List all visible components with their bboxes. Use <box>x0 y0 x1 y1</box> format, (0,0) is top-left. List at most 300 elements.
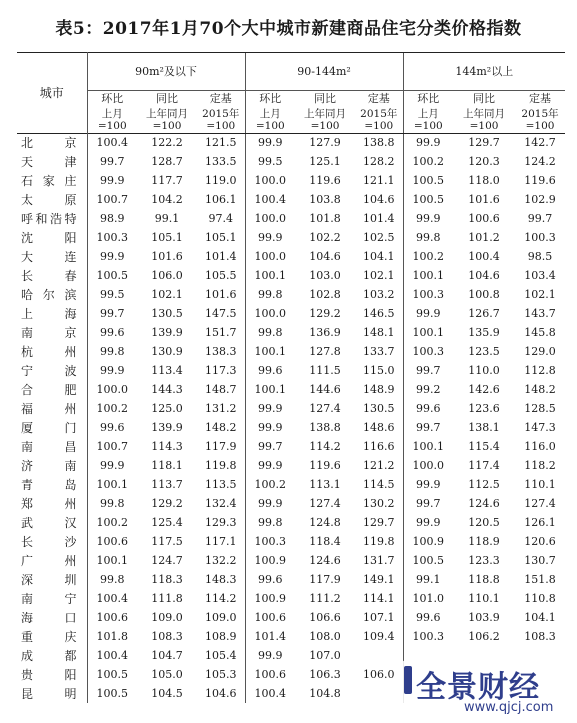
city-name: 宁波 <box>17 361 87 380</box>
index-value: 99.9 <box>403 475 453 494</box>
index-value: 100.0 <box>87 380 137 399</box>
city-name: 长沙 <box>17 532 87 551</box>
city-name: 厦门 <box>17 418 87 437</box>
index-value: 121.2 <box>363 459 395 472</box>
sub-header-row <box>17 91 565 107</box>
unit-header-4: 上年同月 =100 <box>295 107 355 134</box>
index-value: 103.8 <box>309 193 341 206</box>
city-name: 贵阳 <box>17 665 87 684</box>
index-value: 129.2 <box>151 497 183 510</box>
index-value: 113.1 <box>309 478 341 491</box>
index-value: 100.6 <box>245 665 295 684</box>
index-value: 130.7 <box>524 554 556 567</box>
index-value: 100.9 <box>245 551 295 570</box>
city-name: 郑州 <box>17 494 87 513</box>
index-value: 123.3 <box>468 554 500 567</box>
index-value: 102.8 <box>309 288 341 301</box>
index-value: 104.6 <box>468 269 500 282</box>
table-row <box>17 589 565 608</box>
index-value: 130.5 <box>363 402 395 415</box>
index-value: 99.9 <box>245 228 295 247</box>
index-value: 143.7 <box>524 307 556 320</box>
index-value: 100.6 <box>87 608 137 627</box>
price-index-table <box>17 52 565 703</box>
index-value: 151.8 <box>524 573 556 586</box>
index-value: 148.9 <box>363 383 395 396</box>
unit-header-5: 2015年 =100 <box>355 107 403 134</box>
index-value: 99.7 <box>403 494 453 513</box>
index-value: 100.5 <box>87 684 137 703</box>
table-row <box>17 475 565 494</box>
index-value: 99.9 <box>87 361 137 380</box>
index-value: 148.2 <box>524 383 556 396</box>
city-name: 广州 <box>17 551 87 570</box>
index-value: 100.3 <box>524 231 556 244</box>
index-value: 100.4 <box>245 190 295 209</box>
index-value: 100.6 <box>468 212 500 225</box>
index-value: 98.5 <box>527 250 553 263</box>
unit-header-6: 上月 =100 <box>403 107 453 134</box>
index-value: 104.1 <box>524 611 556 624</box>
index-value: 117.4 <box>468 459 500 472</box>
index-value: 114.2 <box>205 592 237 605</box>
index-value <box>355 684 403 703</box>
index-value: 110.8 <box>524 592 556 605</box>
index-value: 99.7 <box>527 212 553 225</box>
index-value: 129.7 <box>468 136 500 150</box>
index-value: 99.5 <box>245 152 295 171</box>
index-value: 124.6 <box>309 554 341 567</box>
index-value: 97.4 <box>208 212 234 225</box>
index-value: 109.0 <box>205 611 237 624</box>
index-value: 115.0 <box>363 364 395 377</box>
table-row <box>17 247 565 266</box>
table-row <box>17 228 565 247</box>
index-value: 105.5 <box>205 269 237 282</box>
index-value: 116.0 <box>524 440 556 453</box>
index-value: 115.4 <box>468 440 500 453</box>
index-value: 101.0 <box>403 589 453 608</box>
index-value: 112.8 <box>524 364 556 377</box>
sub-header-8: 定基 <box>529 91 552 105</box>
index-value: 103.0 <box>309 269 341 282</box>
sub-header-0: 环比 <box>87 91 137 107</box>
index-value: 100.0 <box>245 304 295 323</box>
index-value: 148.3 <box>205 573 237 586</box>
index-value: 100.9 <box>245 589 295 608</box>
sub-header-6: 环比 <box>403 91 453 107</box>
index-value: 121.1 <box>363 174 395 187</box>
index-value: 103.9 <box>468 611 500 624</box>
index-value: 99.9 <box>403 304 453 323</box>
index-value: 100.3 <box>87 228 137 247</box>
table-row <box>17 570 565 589</box>
index-value: 106.6 <box>309 611 341 624</box>
index-value: 108.9 <box>205 630 237 643</box>
index-value: 100.1 <box>245 266 295 285</box>
index-value: 99.6 <box>87 323 137 342</box>
index-value: 100.1 <box>87 551 137 570</box>
index-value: 147.3 <box>524 421 556 434</box>
index-value: 105.1 <box>205 231 237 244</box>
index-value: 99.9 <box>245 399 295 418</box>
index-value: 123.5 <box>468 345 500 358</box>
city-name: 深圳 <box>17 570 87 589</box>
city-name: 太原 <box>17 190 87 209</box>
index-value: 100.4 <box>87 646 137 665</box>
table-row <box>17 627 565 646</box>
index-value: 109.4 <box>363 630 395 643</box>
table-row <box>17 171 565 190</box>
index-value: 124.2 <box>524 155 556 168</box>
index-value: 107.1 <box>363 611 395 624</box>
index-value: 100.8 <box>468 288 500 301</box>
unit-header-3: 上月 =100 <box>245 107 295 134</box>
index-value: 100.3 <box>403 342 453 361</box>
unit-header-7: 上年同月 =100 <box>453 107 515 134</box>
index-value: 102.9 <box>524 193 556 206</box>
index-value: 99.6 <box>245 361 295 380</box>
index-value: 119.6 <box>524 174 556 187</box>
city-name: 昆明 <box>17 684 87 703</box>
index-value: 105.4 <box>205 649 237 662</box>
sub-header-2: 定基 <box>209 91 232 105</box>
index-value: 118.2 <box>524 459 556 472</box>
index-value: 101.4 <box>205 250 237 263</box>
index-value: 100.2 <box>87 513 137 532</box>
index-value: 102.1 <box>151 288 183 301</box>
index-value: 99.9 <box>245 418 295 437</box>
sub-header-7: 同比 <box>473 91 496 105</box>
index-value: 100.1 <box>245 380 295 399</box>
index-value: 123.6 <box>468 402 500 415</box>
index-value: 100.6 <box>245 608 295 627</box>
index-value: 100.0 <box>403 456 453 475</box>
index-value: 106.0 <box>151 269 183 282</box>
city-name: 成都 <box>17 646 87 665</box>
city-name: 南京 <box>17 323 87 342</box>
index-value: 130.9 <box>151 345 183 358</box>
index-value: 100.0 <box>245 171 295 190</box>
logo-mark-icon <box>402 666 414 694</box>
table-row <box>17 399 565 418</box>
index-value: 146.5 <box>363 307 395 320</box>
index-value: 135.9 <box>468 326 500 339</box>
index-value: 99.9 <box>245 133 295 152</box>
city-column-header: 城市 <box>17 53 87 134</box>
index-value: 139.9 <box>151 421 183 434</box>
unit-header-1: 上年同月 =100 <box>137 107 197 134</box>
index-value: 100.1 <box>403 266 453 285</box>
index-value: 101.6 <box>151 250 183 263</box>
table-row <box>17 361 565 380</box>
index-value: 117.1 <box>205 535 237 548</box>
index-value: 99.9 <box>245 456 295 475</box>
index-value: 144.6 <box>309 383 341 396</box>
index-value: 100.2 <box>245 475 295 494</box>
index-value: 105.0 <box>151 668 183 681</box>
index-value: 99.1 <box>403 570 453 589</box>
index-value: 99.1 <box>154 212 180 225</box>
index-value: 120.5 <box>468 516 500 529</box>
index-value: 99.6 <box>403 399 453 418</box>
index-value: 103.2 <box>363 288 395 301</box>
index-value: 129.0 <box>524 345 556 358</box>
index-value: 99.9 <box>245 646 295 665</box>
index-value: 104.6 <box>205 687 237 700</box>
group-header-medium: 90-144m² <box>245 53 403 91</box>
index-value: 118.4 <box>309 535 341 548</box>
index-value: 101.2 <box>468 231 500 244</box>
index-value: 99.8 <box>403 228 453 247</box>
index-value: 130.2 <box>363 497 395 510</box>
index-value: 110.1 <box>468 592 500 605</box>
index-value: 104.8 <box>309 687 341 700</box>
table-row <box>17 304 565 323</box>
index-value: 100.7 <box>87 437 137 456</box>
index-value: 131.7 <box>363 554 395 567</box>
index-value: 133.5 <box>205 155 237 168</box>
index-value: 99.2 <box>403 380 453 399</box>
index-value: 117.5 <box>151 535 183 548</box>
index-value: 127.9 <box>309 136 341 150</box>
index-value: 124.6 <box>468 497 500 510</box>
index-value: 114.5 <box>363 478 395 491</box>
index-value: 100.1 <box>403 323 453 342</box>
index-value: 131.2 <box>205 402 237 415</box>
index-value: 125.0 <box>151 402 183 415</box>
index-value: 117.9 <box>205 440 237 453</box>
city-name: 石家庄 <box>17 171 87 190</box>
index-value: 100.4 <box>468 250 500 263</box>
city-name: 大连 <box>17 247 87 266</box>
index-value: 138.1 <box>468 421 500 434</box>
index-value: 104.6 <box>363 193 395 206</box>
group-header-large: 144m²以上 <box>403 53 565 91</box>
index-value: 99.5 <box>87 285 137 304</box>
index-value: 101.4 <box>245 627 295 646</box>
index-value: 124.8 <box>309 516 341 529</box>
index-value: 125.4 <box>151 516 183 529</box>
index-value: 106.1 <box>205 193 237 206</box>
index-value: 102.1 <box>363 269 395 282</box>
index-value: 106.2 <box>468 630 500 643</box>
index-value: 110.0 <box>468 364 500 377</box>
table-row <box>17 551 565 570</box>
index-value: 121.5 <box>205 136 237 150</box>
index-value: 117.3 <box>205 364 237 377</box>
index-value: 100.1 <box>245 342 295 361</box>
index-value: 109.0 <box>151 611 183 624</box>
city-name: 哈尔滨 <box>17 285 87 304</box>
table-row <box>17 532 565 551</box>
index-value: 138.3 <box>205 345 237 358</box>
table-row <box>17 456 565 475</box>
index-value: 127.4 <box>524 497 556 510</box>
index-value: 120.6 <box>524 535 556 548</box>
index-value: 138.8 <box>309 421 341 434</box>
index-value: 100.7 <box>87 190 137 209</box>
index-value: 104.5 <box>151 687 183 700</box>
table-row <box>17 342 565 361</box>
index-value: 99.8 <box>245 285 295 304</box>
index-value: 112.5 <box>468 478 500 491</box>
index-value: 104.2 <box>151 193 183 206</box>
index-value: 148.2 <box>205 421 237 434</box>
unit-header-row <box>17 107 565 134</box>
index-value: 100.3 <box>245 532 295 551</box>
index-value: 108.3 <box>524 630 556 643</box>
index-value: 101.8 <box>87 627 137 646</box>
table-row <box>17 285 565 304</box>
sub-header-4: 同比 <box>314 91 337 105</box>
index-value: 111.8 <box>151 592 183 605</box>
index-value: 101.6 <box>468 193 500 206</box>
index-value: 118.9 <box>468 535 500 548</box>
city-name: 武汉 <box>17 513 87 532</box>
city-name: 福州 <box>17 399 87 418</box>
index-value: 99.6 <box>403 608 453 627</box>
table-row <box>17 494 565 513</box>
index-value: 110.1 <box>524 478 556 491</box>
index-value: 118.3 <box>151 573 183 586</box>
table-row <box>17 323 565 342</box>
index-value: 100.4 <box>87 589 137 608</box>
index-value: 101.4 <box>363 212 395 225</box>
index-value: 99.8 <box>87 570 137 589</box>
index-value: 147.5 <box>205 307 237 320</box>
index-value: 99.7 <box>245 437 295 456</box>
index-value: 122.2 <box>151 136 183 150</box>
index-value: 129.2 <box>309 307 341 320</box>
table-row <box>17 437 565 456</box>
index-value: 117.7 <box>151 174 183 187</box>
index-value: 130.5 <box>151 307 183 320</box>
index-value: 99.7 <box>87 304 137 323</box>
index-value: 102.2 <box>309 231 341 244</box>
table-row <box>17 152 565 171</box>
city-name: 长春 <box>17 266 87 285</box>
index-value: 132.4 <box>205 497 237 510</box>
index-value: 111.5 <box>309 364 341 377</box>
city-name: 呼和浩特 <box>17 209 87 228</box>
index-value: 99.8 <box>245 323 295 342</box>
index-value: 100.4 <box>245 684 295 703</box>
index-value: 99.6 <box>87 418 137 437</box>
index-value: 100.5 <box>403 190 453 209</box>
index-value: 111.2 <box>309 592 341 605</box>
table-row <box>17 513 565 532</box>
index-value: 104.7 <box>151 649 183 662</box>
index-value: 128.2 <box>363 155 395 168</box>
index-value: 100.2 <box>403 152 453 171</box>
group-header-small: 90m²及以下 <box>87 53 245 91</box>
index-value: 125.1 <box>309 155 341 168</box>
index-value: 108.3 <box>151 630 183 643</box>
index-value: 138.8 <box>363 136 395 150</box>
index-value: 99.7 <box>403 361 453 380</box>
index-value: 129.7 <box>363 516 395 529</box>
index-value: 127.4 <box>309 497 341 510</box>
index-value: 142.7 <box>524 136 556 150</box>
index-value: 99.9 <box>87 456 137 475</box>
index-value: 133.7 <box>363 345 395 358</box>
index-value: 98.9 <box>87 209 137 228</box>
index-value: 100.0 <box>245 247 295 266</box>
index-value: 106.3 <box>309 668 341 681</box>
index-value: 127.8 <box>309 345 341 358</box>
index-value: 100.3 <box>403 627 453 646</box>
index-value: 119.6 <box>309 174 341 187</box>
price-index-table-container <box>17 52 565 703</box>
index-value: 100.1 <box>403 437 453 456</box>
index-value: 132.2 <box>205 554 237 567</box>
index-value: 99.8 <box>87 342 137 361</box>
sub-header-5: 定基 <box>367 91 390 105</box>
index-value: 105.1 <box>151 231 183 244</box>
index-value: 100.2 <box>403 247 453 266</box>
index-value: 108.0 <box>309 630 341 643</box>
index-value: 113.5 <box>205 478 237 491</box>
table-title: 表5：2017年1月70个大中城市新建商品住宅分类价格指数 <box>55 19 522 39</box>
index-value: 139.9 <box>151 326 183 339</box>
index-value: 107.0 <box>309 649 341 662</box>
index-value: 100.5 <box>87 266 137 285</box>
city-name: 南宁 <box>17 589 87 608</box>
index-value: 148.1 <box>363 326 395 339</box>
index-value: 103.4 <box>524 269 556 282</box>
index-value: 113.4 <box>151 364 183 377</box>
index-value: 114.3 <box>151 440 183 453</box>
index-value: 100.1 <box>87 475 137 494</box>
table-row <box>17 418 565 437</box>
index-value: 119.8 <box>205 459 237 472</box>
index-value: 99.9 <box>403 133 453 152</box>
index-value: 119.6 <box>309 459 341 472</box>
watermark-url: www.qjcj.com <box>464 700 554 715</box>
index-value: 99.8 <box>87 494 137 513</box>
city-name: 海口 <box>17 608 87 627</box>
index-value: 100.5 <box>87 665 137 684</box>
index-value: 99.9 <box>87 247 137 266</box>
index-value: 148.7 <box>205 383 237 396</box>
city-name: 天津 <box>17 152 87 171</box>
index-value: 119.0 <box>205 174 237 187</box>
index-value: 104.1 <box>363 250 395 263</box>
index-value: 144.3 <box>151 383 183 396</box>
table-row <box>17 209 565 228</box>
index-value: 99.8 <box>245 513 295 532</box>
index-value: 128.7 <box>151 155 183 168</box>
index-value: 149.1 <box>363 573 395 586</box>
city-name: 沈阳 <box>17 228 87 247</box>
city-name: 上海 <box>17 304 87 323</box>
index-value: 99.7 <box>403 418 453 437</box>
city-name: 南昌 <box>17 437 87 456</box>
index-value <box>355 646 403 665</box>
index-value: 99.9 <box>87 171 137 190</box>
index-value: 101.6 <box>205 288 237 301</box>
index-value: 100.0 <box>245 209 295 228</box>
index-value: 117.9 <box>309 573 341 586</box>
index-value: 129.3 <box>205 516 237 529</box>
unit-header-0: 上月 =100 <box>87 107 137 134</box>
index-value: 120.3 <box>468 155 500 168</box>
index-value: 151.7 <box>205 326 237 339</box>
index-value: 113.7 <box>151 478 183 491</box>
watermark-logo <box>402 660 572 720</box>
index-value: 124.7 <box>151 554 183 567</box>
